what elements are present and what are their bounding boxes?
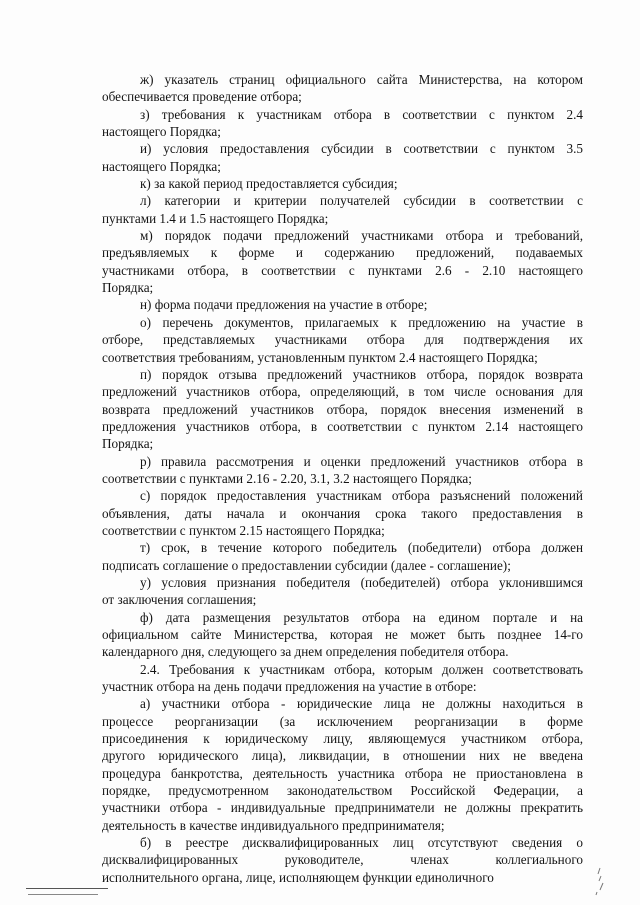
- text-line: официальном сайте Министерства, которая не может быть позднее 14-го: [102, 627, 583, 642]
- text-line: настоящего Порядка;: [102, 124, 221, 140]
- text-line: участниками отбора, в соответствии с пунктами 2.6 - 2.10 настоящего: [102, 262, 583, 278]
- text-line: возврата предложений участников отбора, порядок внесения изменений в: [102, 401, 583, 417]
- text-line: пунктами 1.4 и 1.5 настоящего Порядка;: [102, 210, 329, 226]
- text-line: соответствии с пунктом 2.15 настоящего Порядка;: [102, 522, 385, 538]
- text-line: деятельность в качестве индивидуального предпринимателя;: [102, 817, 445, 833]
- paragraph-a: [102, 695, 583, 834]
- text-line: 2.4. Требования к участникам отбора, которым должен соответствовать: [140, 661, 583, 677]
- text-line: предложения участников отбора, в соответствии с пунктом 2.14 настоящего: [102, 418, 583, 434]
- document-body: [102, 71, 583, 886]
- text-line: т) срок, в течение которого победитель (победители) отбора должен: [140, 540, 583, 556]
- text-line: н) форма подачи предложения на участие в отборе;: [140, 297, 428, 313]
- text-line: и) условия предоставления субсидии в соответствии с пунктом 3.5: [140, 141, 583, 157]
- text-line: ф) дата размещения результатов отбора на едином портале и на: [140, 609, 583, 625]
- text-line: исполнительного органа, лице, исполняющем функции единоличного: [102, 869, 494, 885]
- text-line: у) условия признания победителя (победителей) отбора уклонившимся: [140, 574, 583, 590]
- text-line: соответствии с пунктами 2.16 - 2.20, 3.1, 3.2 настоящего Порядка;: [102, 470, 472, 486]
- text-line: а) участники отбора - юридические лица не должны находиться в: [140, 696, 583, 712]
- text-line: участник отбора на день подачи предложения на участие в отборе:: [102, 679, 477, 695]
- text-line: о) перечень документов, прилагаемых к предложению на участие в: [140, 314, 583, 330]
- text-line: настоящего Порядка;: [102, 158, 221, 174]
- paragraph-r: [102, 453, 583, 488]
- paragraph-f: [102, 609, 583, 661]
- text-line: м) порядок подачи предложений участниками отбора и требований,: [140, 228, 583, 244]
- text-line: процессе реорганизации (за исключением реорганизации в форме: [102, 713, 583, 729]
- text-line: Порядка;: [102, 280, 154, 296]
- paragraph-n: [102, 296, 583, 313]
- paragraph-m: [102, 227, 583, 296]
- text-line: подписать соглашение о предоставлении субсидии (далее - соглашение);: [102, 557, 511, 573]
- text-line: календарного дня, следующего за днем определения победителя отбора.: [102, 644, 509, 660]
- text-line: п) порядок отзыва предложений участников отбора, порядок возврата: [140, 366, 583, 382]
- text-line: порядке, предусмотренном законодательством Российской Федерации, а: [102, 783, 583, 799]
- paragraph-u: [102, 574, 583, 609]
- text-line: предъявляемых к форме и содержанию предложений, подаваемых: [102, 245, 583, 261]
- scan-mark-icon: [591, 866, 609, 896]
- paragraph-z: [102, 106, 583, 141]
- text-line: отборе, представляемых участниками отбора для подтверждения их: [102, 332, 583, 348]
- text-line: другого юридического лица), ликвидации, в отношении них не введена: [102, 748, 583, 764]
- paragraph-zh: [102, 71, 583, 106]
- paragraph-o: [102, 314, 583, 366]
- text-line: к) за какой период предоставляется субсидия;: [140, 176, 398, 192]
- text-line: р) правила рассмотрения и оценки предложений участников отбора в: [140, 453, 583, 469]
- text-line: с) порядок предоставления участникам отбора разъяснений положений: [140, 488, 583, 504]
- text-line: от заключения соглашения;: [102, 592, 257, 608]
- text-line: участники отбора - индивидуальные предприниматели не должны прекратить: [102, 800, 583, 816]
- paragraph-p24: [102, 661, 583, 696]
- text-line: ж) указатель страниц официального сайта Министерства, на котором: [140, 72, 583, 87]
- paragraph-k: [102, 175, 583, 192]
- text-line: соответствия требованиям, установленным пунктом 2.4 настоящего Порядка;: [102, 349, 538, 365]
- text-line: обеспечивается проведение отбора;: [102, 89, 302, 105]
- text-line: Порядка;: [102, 436, 154, 452]
- text-line: л) категории и критерии получателей субсидии в соответствии с: [140, 193, 583, 209]
- text-line: предложений участников отбора, определяющий, в том числе основания для: [102, 384, 583, 400]
- paragraph-b: [102, 834, 583, 886]
- paragraph-t: [102, 539, 583, 574]
- footer-rule: [26, 888, 108, 889]
- footer-rule-secondary: [28, 894, 98, 895]
- text-line: присоединения к юридическому лицу, являющемуся участником отбора,: [102, 731, 583, 747]
- text-line: объявления, даты начала и окончания срока такого предоставления в: [102, 505, 583, 521]
- text-line: процедура банкротства, деятельность участника отбора не приостановлена в: [102, 765, 583, 781]
- text-line: з) требования к участникам отбора в соответствии с пунктом 2.4: [140, 106, 583, 122]
- paragraph-s: [102, 487, 583, 539]
- paragraph-p: [102, 366, 583, 453]
- paragraph-l: [102, 192, 583, 227]
- text-line: дисквалифицированных руководителе, членах коллегиального: [102, 852, 583, 868]
- paragraph-i: [102, 140, 583, 175]
- text-line: б) в реестре дисквалифицированных лиц отсутствуют сведения о: [140, 835, 583, 851]
